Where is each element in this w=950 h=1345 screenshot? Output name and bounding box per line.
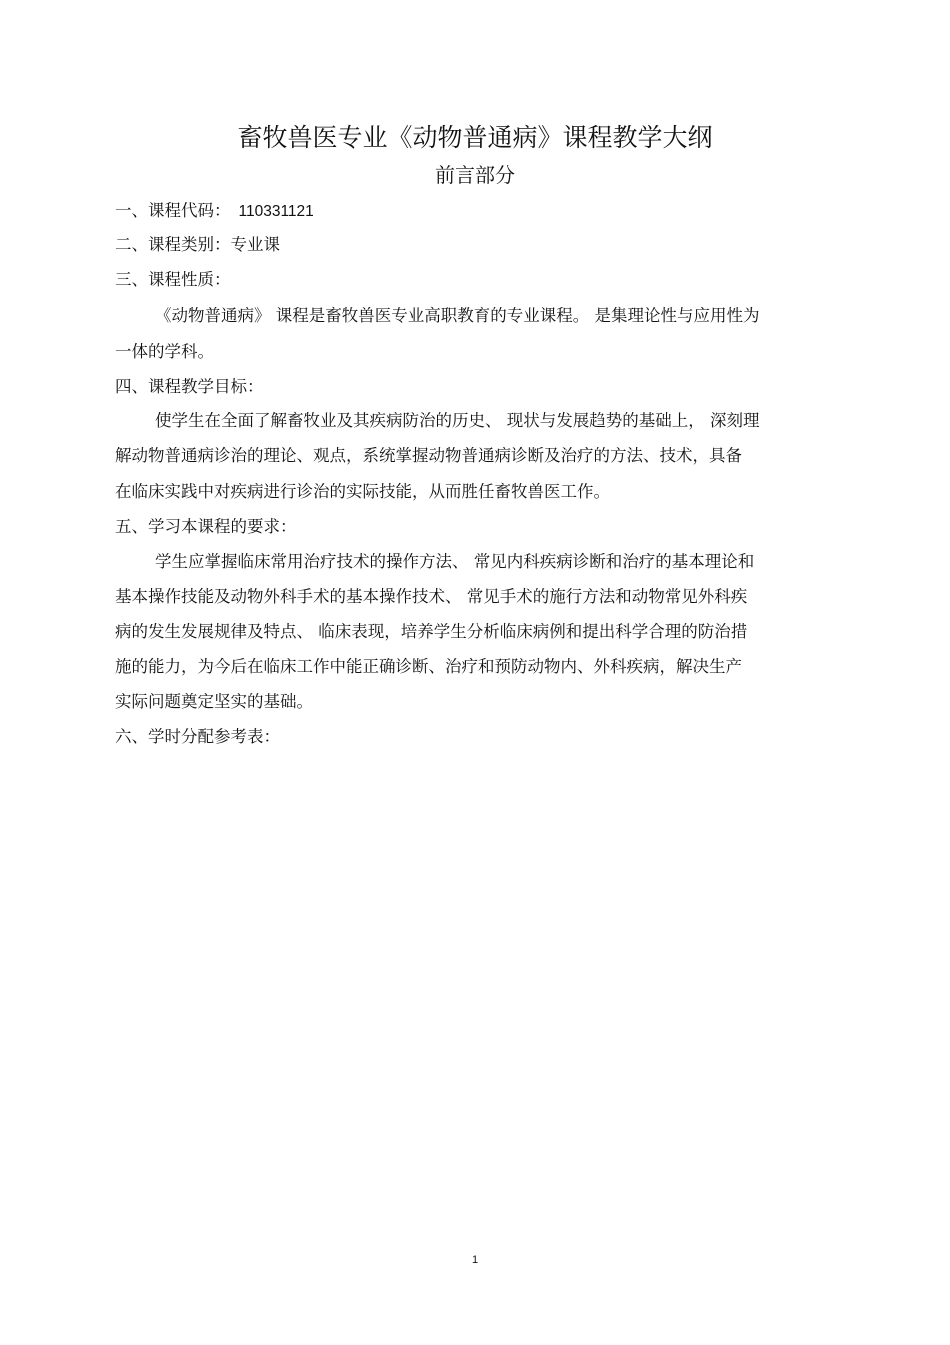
requirements-paragraph-line: 病的发生发展规律及特点、 临床表现，培养学生分析临床病例和提出科学合理的防治措 — [115, 622, 748, 641]
objectives-paragraph-line: 解动物普通病诊治的理论、观点，系统掌握动物普通病诊断及治疗的方法、技术，具备 — [115, 446, 742, 465]
course-category-line: 二、课程类别：专业课 — [115, 235, 280, 254]
page-number: 1 — [471, 1254, 479, 1266]
requirements-paragraph-line: 施的能力，为今后在临床工作中能正确诊断、治疗和预防动物内、外科疾病，解决生产 — [115, 657, 742, 676]
page-title: 畜牧兽医专业《动物普通病》课程教学大纲 — [237, 123, 713, 152]
objectives-paragraph-line: 在临床实践中对疾病进行诊治的实际技能，从而胜任畜牧兽医工作。 — [115, 482, 610, 501]
course-nature-heading: 三、课程性质： — [115, 270, 231, 289]
page-subtitle: 前言部分 — [435, 163, 515, 187]
course-code-label: 一、课程代码： — [115, 201, 231, 220]
course-code-value: 110331121 — [238, 203, 314, 220]
objectives-paragraph-line: 使学生在全面了解畜牧业及其疾病防治的历史、 现状与发展趋势的基础上， 深刻理 — [155, 411, 760, 430]
course-nature-paragraph-line: 《动物普通病》 课程是畜牧兽医专业高职教育的专业课程。 是集理论性与应用性为 — [155, 306, 760, 325]
requirements-paragraph-line: 基本操作技能及动物外科手术的基本操作技术、 常见手术的施行方法和动物常见外科疾 — [115, 587, 748, 606]
objectives-heading: 四、课程教学目标： — [115, 377, 264, 396]
requirements-paragraph-line: 实际问题奠定坚实的基础。 — [115, 692, 313, 711]
requirements-heading: 五、学习本课程的要求： — [115, 517, 297, 536]
course-nature-paragraph-line: 一体的学科。 — [115, 342, 214, 361]
course-code-line — [115, 199, 314, 224]
requirements-paragraph-line: 学生应掌握临床常用治疗技术的操作方法、 常见内科疾病诊断和治疗的基本理论和 — [155, 552, 755, 571]
hours-heading: 六、学时分配参考表： — [115, 727, 280, 746]
